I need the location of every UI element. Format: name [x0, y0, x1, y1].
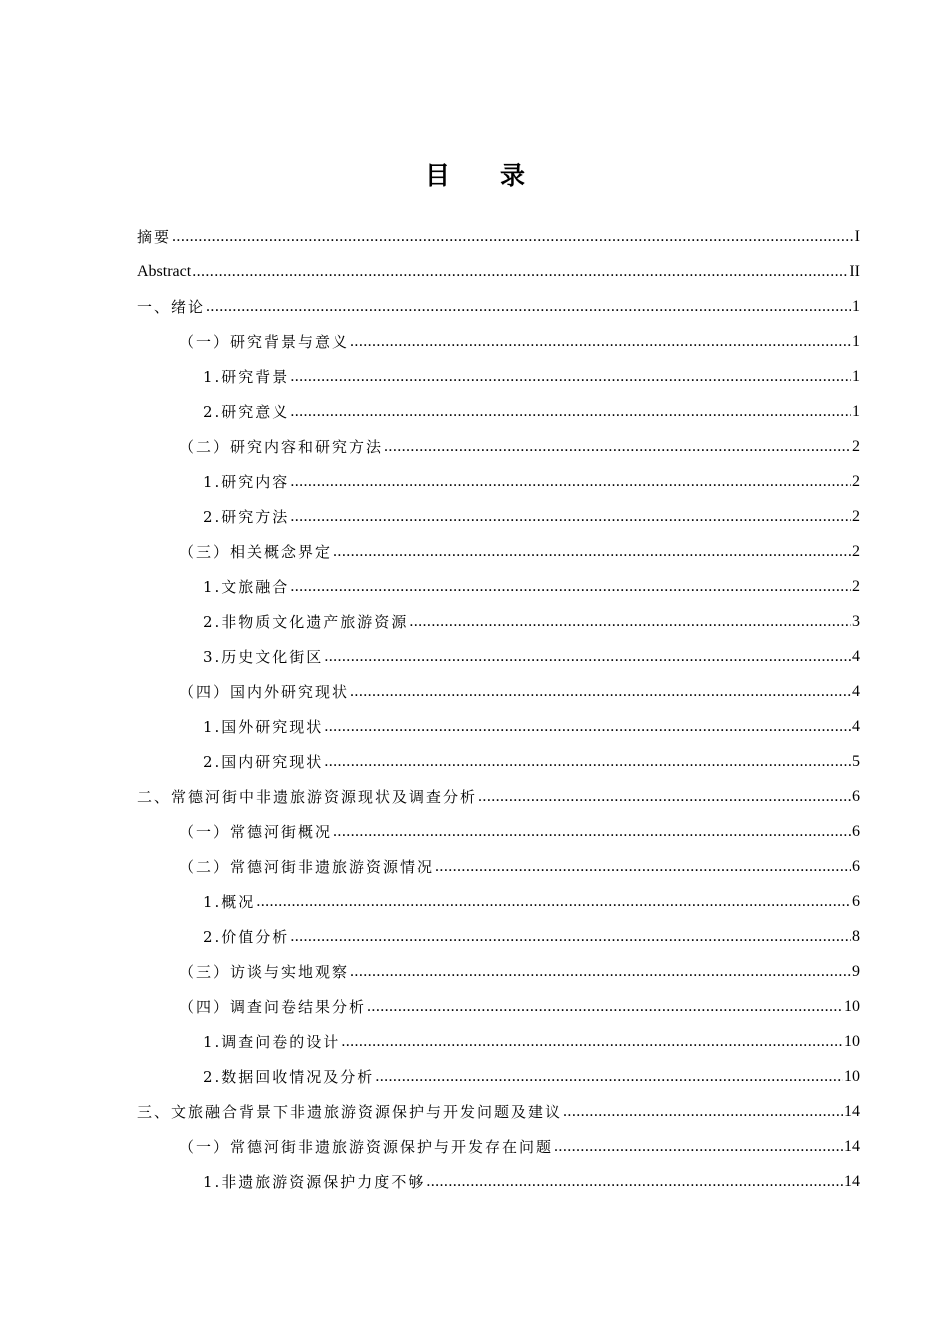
- toc-entry-label: （一）常德河街非遗旅游资源保护与开发存在问题: [179, 1138, 554, 1156]
- toc-entry-label: （一）常德河街概况: [179, 823, 333, 841]
- toc-entry-page-number: 2: [852, 508, 860, 525]
- toc-dot-leader: [333, 542, 851, 562]
- toc-entry-label: （四）国内外研究现状: [179, 683, 350, 701]
- toc-entry[interactable]: [137, 254, 860, 289]
- toc-entry-page-number: 1: [852, 403, 860, 420]
- toc-entry[interactable]: [137, 1024, 860, 1059]
- toc-entry-label: 2.研究意义: [203, 403, 290, 421]
- toc-entry-page-number: 5: [852, 753, 860, 770]
- toc-entry-label: 2.国内研究现状: [203, 753, 324, 771]
- toc-dot-leader: [172, 227, 854, 247]
- toc-dot-leader: [290, 472, 851, 492]
- toc-entry-label: 1.研究背景: [203, 368, 290, 386]
- toc-entry-label: 三、文旅融合背景下非遗旅游资源保护与开发问题及建议: [137, 1103, 563, 1121]
- toc-entry[interactable]: [137, 359, 860, 394]
- toc-entry-label: 3.历史文化街区: [203, 648, 324, 666]
- toc-entry-page-number: 4: [852, 683, 860, 700]
- toc-entry-label: 1.研究内容: [203, 473, 290, 491]
- toc-dot-leader: [435, 857, 851, 877]
- toc-entry-page-number: 6: [852, 788, 860, 805]
- toc-entry-page-number: 4: [852, 718, 860, 735]
- toc-entry[interactable]: [137, 709, 860, 744]
- toc-dot-leader: [290, 402, 851, 422]
- toc-entry-page-number: 10: [844, 1033, 860, 1050]
- toc-entry[interactable]: [137, 919, 860, 954]
- toc-dot-leader: [290, 507, 851, 527]
- toc-dot-leader: [554, 1137, 843, 1157]
- toc-entry[interactable]: [137, 884, 860, 919]
- toc-dot-leader: [290, 927, 851, 947]
- toc-entry-label: （四）调查问卷结果分析: [179, 998, 367, 1016]
- toc-entry-page-number: 3: [852, 613, 860, 630]
- toc-entry[interactable]: [137, 674, 860, 709]
- toc-entry-label: 2.价值分析: [203, 928, 290, 946]
- toc-entry-page-number: 14: [844, 1138, 860, 1155]
- toc-entry[interactable]: [137, 499, 860, 534]
- toc-dot-leader: [192, 262, 848, 282]
- toc-entry[interactable]: [137, 464, 860, 499]
- toc-entry[interactable]: [137, 534, 860, 569]
- toc-dot-leader: [290, 577, 851, 597]
- toc-dot-leader: [375, 1067, 843, 1087]
- toc-dot-leader: [350, 332, 851, 352]
- toc-dot-leader: [478, 787, 851, 807]
- toc-entry-page-number: 1: [852, 368, 860, 385]
- toc-entry-page-number: II: [849, 263, 860, 280]
- toc-dot-leader: [409, 612, 851, 632]
- toc-entry-page-number: I: [854, 228, 860, 245]
- toc-entry[interactable]: [137, 744, 860, 779]
- toc-entry[interactable]: [137, 1094, 860, 1129]
- toc-entry[interactable]: [137, 604, 860, 639]
- toc-dot-leader: [384, 437, 851, 457]
- toc-entry-page-number: 8: [852, 928, 860, 945]
- toc-entry[interactable]: [137, 1164, 860, 1199]
- toc-entry[interactable]: [137, 324, 860, 359]
- toc-entry-label: （一）研究背景与意义: [179, 333, 350, 351]
- toc-entry-page-number: 4: [852, 648, 860, 665]
- toc-entry[interactable]: [137, 989, 860, 1024]
- toc-entry-page-number: 10: [844, 998, 860, 1015]
- toc-entry-label: 2.非物质文化遗产旅游资源: [203, 613, 409, 631]
- toc-entry-page-number: 9: [852, 963, 860, 980]
- toc-entry-label: 2.研究方法: [203, 508, 290, 526]
- table-of-contents: [137, 219, 860, 1199]
- toc-entry[interactable]: [137, 429, 860, 464]
- toc-entry-label: 1.非遗旅游资源保护力度不够: [203, 1173, 426, 1191]
- toc-dot-leader: [324, 717, 851, 737]
- toc-dot-leader: [324, 647, 851, 667]
- toc-entry-label: （三）访谈与实地观察: [179, 963, 350, 981]
- toc-entry[interactable]: [137, 1129, 860, 1164]
- toc-entry-page-number: 1: [852, 333, 860, 350]
- toc-dot-leader: [341, 1032, 843, 1052]
- toc-dot-leader: [324, 752, 851, 772]
- toc-entry-label: （二）研究内容和研究方法: [179, 438, 384, 456]
- toc-dot-leader: [350, 682, 851, 702]
- toc-entry[interactable]: [137, 639, 860, 674]
- toc-entry[interactable]: [137, 289, 860, 324]
- toc-dot-leader: [563, 1102, 843, 1122]
- toc-entry-label: 一、绪论: [137, 298, 206, 316]
- toc-entry-page-number: 10: [844, 1068, 860, 1085]
- toc-dot-leader: [350, 962, 851, 982]
- toc-entry-page-number: 6: [852, 893, 860, 910]
- toc-entry-label: 1.概况: [203, 893, 256, 911]
- toc-entry-page-number: 14: [844, 1103, 860, 1120]
- toc-entry[interactable]: [137, 394, 860, 429]
- toc-entry-page-number: 2: [852, 438, 860, 455]
- toc-entry-page-number: 2: [852, 473, 860, 490]
- toc-dot-leader: [256, 892, 851, 912]
- toc-entry-label: 摘要: [137, 228, 172, 246]
- toc-entry-label: 二、常德河街中非遗旅游资源现状及调查分析: [137, 788, 478, 806]
- toc-entry-page-number: 14: [844, 1173, 860, 1190]
- toc-entry[interactable]: [137, 219, 860, 254]
- toc-entry-page-number: 1: [852, 298, 860, 315]
- toc-entry-label: 1.调查问卷的设计: [203, 1033, 341, 1051]
- toc-entry[interactable]: [137, 1059, 860, 1094]
- toc-dot-leader: [333, 822, 851, 842]
- toc-dot-leader: [206, 297, 851, 317]
- toc-dot-leader: [290, 367, 851, 387]
- toc-entry-label: （二）常德河街非遗旅游资源情况: [179, 858, 435, 876]
- toc-entry[interactable]: [137, 779, 860, 814]
- toc-entry-page-number: 6: [852, 858, 860, 875]
- toc-entry-page-number: 6: [852, 823, 860, 840]
- toc-entry-label: （三）相关概念界定: [179, 543, 333, 561]
- toc-entry-page-number: 2: [852, 578, 860, 595]
- toc-entry-label: 1.文旅融合: [203, 578, 290, 596]
- toc-entry[interactable]: [137, 814, 860, 849]
- toc-dot-leader: [367, 997, 843, 1017]
- toc-entry[interactable]: [137, 954, 860, 989]
- toc-entry-page-number: 2: [852, 543, 860, 560]
- toc-entry[interactable]: [137, 849, 860, 884]
- toc-entry-label: Abstract: [137, 263, 192, 280]
- toc-dot-leader: [426, 1172, 843, 1192]
- toc-entry-label: 1.国外研究现状: [203, 718, 324, 736]
- page-title: 目录: [424, 161, 575, 190]
- toc-entry-label: 2.数据回收情况及分析: [203, 1068, 375, 1086]
- toc-entry[interactable]: [137, 569, 860, 604]
